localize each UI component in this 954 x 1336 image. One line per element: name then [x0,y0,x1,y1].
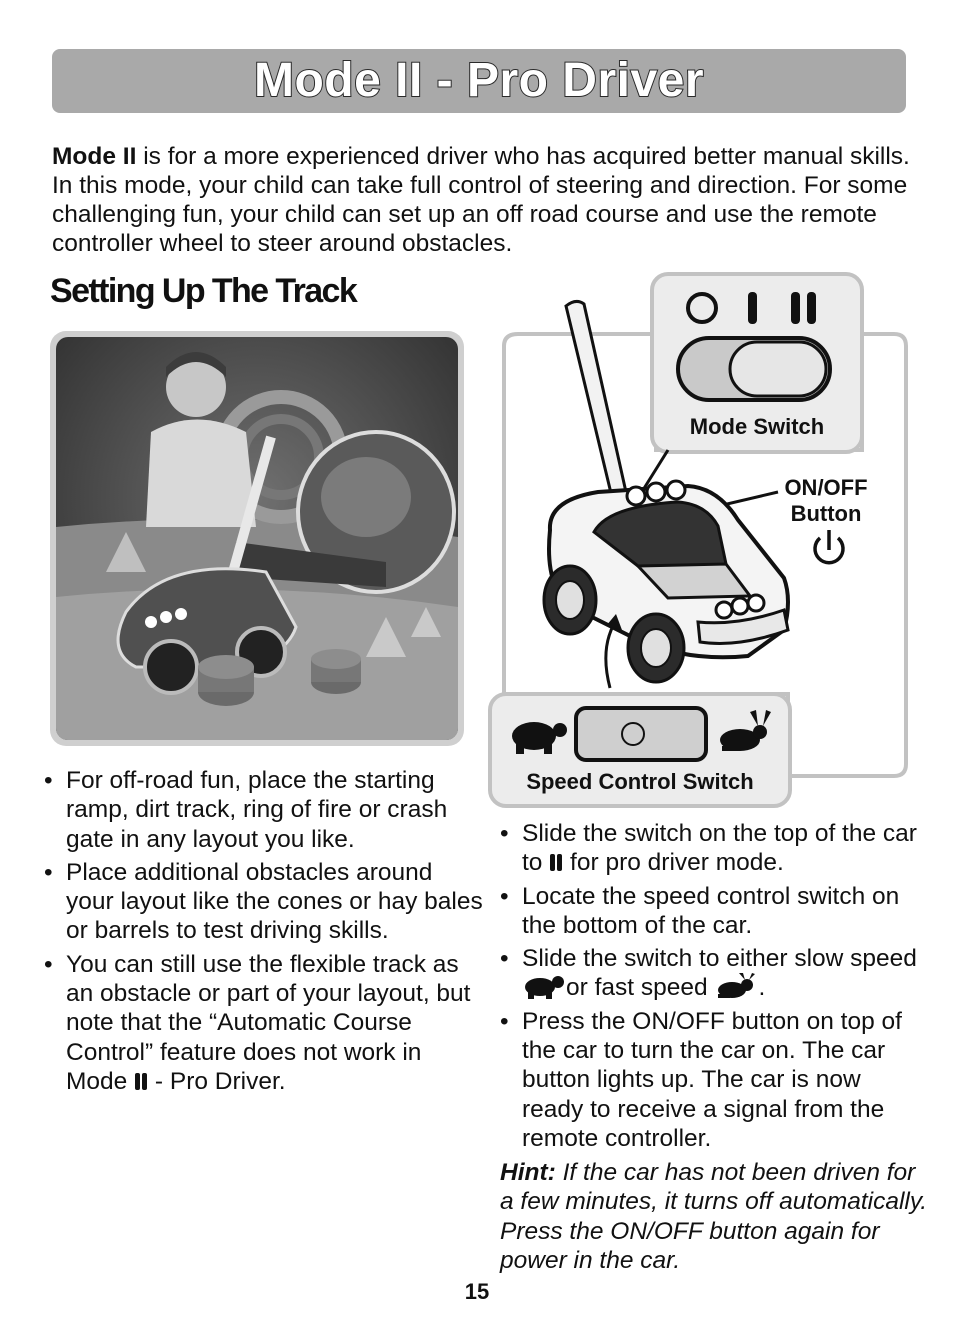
bar-icon [748,292,757,324]
list-item-text: for pro driver mode. [563,849,784,877]
photo-frame [50,331,464,746]
speed-switch-track [576,708,706,760]
mode-ii-icon [549,854,563,871]
car-diagram [488,270,918,820]
car-diagram-illustration [488,270,918,815]
intro-paragraph [52,142,932,258]
list-item-text: - Pro Driver. [148,1067,286,1095]
double-bar-icon [791,292,800,324]
hint-label: Hint: [500,1159,556,1186]
turtle-icon [522,973,566,999]
rabbit-icon [714,973,758,999]
mode-switch-knob [730,342,826,396]
list-item: • Press the ON/OFF button on top of the car to turn the car on. The car button lights up. The car is now ready to receive a signal from the remote controller. [500,1007,920,1153]
page-number: 15 [464,1279,490,1304]
on-off-button-label [768,475,884,527]
hint-text: If the car has not been driven for a few minutes, it turns off automatically. Press the ON/OFF button again for power in the car. [500,1159,928,1274]
section-heading: Setting Up The Track [50,272,357,310]
hint-paragraph [500,1158,930,1275]
list-item [500,944,920,1003]
on-off-label-line2: Button [790,501,862,526]
list-item [500,819,920,878]
power-icon [815,530,843,563]
mode-switch-label: Mode Switch [689,414,825,439]
list-item-text: Slide the switch to either slow speed [522,945,917,973]
list-item-text: You can still use the flexible track as an obstacle or part of your layout, but note that the “Automatic Course Control” feature does not work in Mode [66,950,471,1095]
right-bullet-list [500,819,920,1157]
list-item: • Place additional obstacles around your layout like the cones or hay bales or barrels to test driving skills. [44,858,484,946]
track-photo-illustration [56,337,458,740]
intro-lead: Mode II [52,143,137,170]
mode-ii-icon [134,1073,148,1090]
title-banner [52,49,906,113]
track-photo [56,337,458,740]
list-item-text: Slide the switch on the top of the car to [522,820,917,877]
list-item [44,950,484,1096]
on-off-label-line1: ON/OFF [784,475,868,500]
intro-text: is for a more experienced driver who has acquired better manual skills. In this mode, your child can take full control of steering and direction. For some challenging fun, your child can set up an off road course and use the remote controller wheel to steer around obstacles. [52,143,910,257]
list-item: • Locate the speed control switch on the bottom of the car. [500,882,920,941]
list-item-text: or fast speed [566,974,715,1002]
speed-switch-label: Speed Control Switch [526,769,754,794]
page-title: Mode II - Pro Driver [253,54,705,107]
list-item-text: . [758,974,766,1002]
left-bullet-list [44,766,484,1100]
list-item: • For off-road fun, place the starting ramp, dirt track, ring of fire or crash gate in any layout you like. [44,766,484,854]
